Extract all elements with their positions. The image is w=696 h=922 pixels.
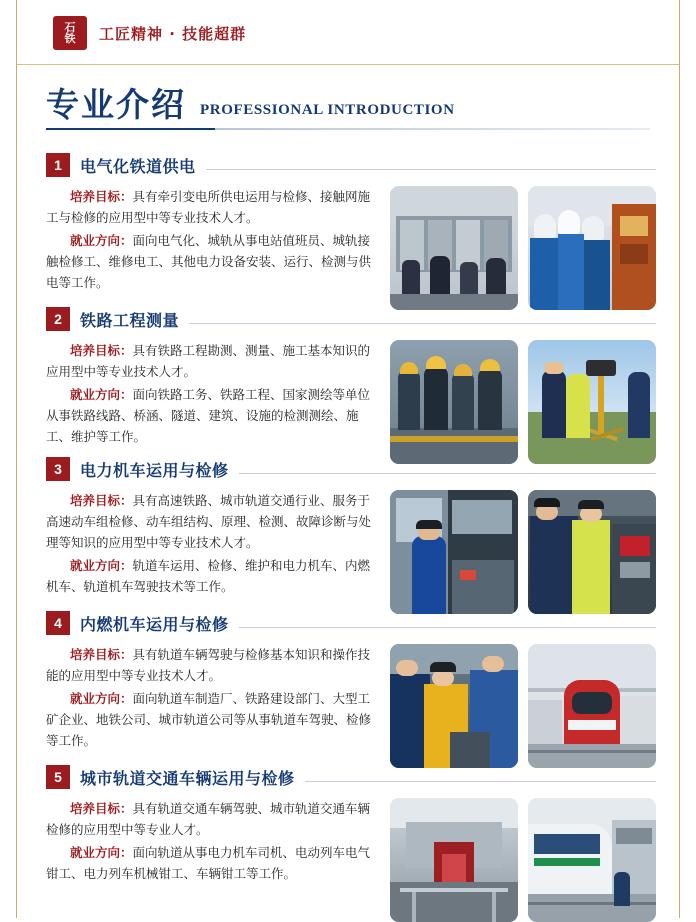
logo-char-1: 石 [64,21,76,34]
program-header-rule [206,169,656,170]
photo-driver-cab-instruction [528,490,656,614]
program-description [46,340,376,464]
job-label: 就业方向： [70,845,133,860]
title-underline [46,128,650,130]
job-text: 面向轨道车制造厂、铁路建设部门、大型工矿企业、地铁公司、城市轨道公司等从事轨道车驾驶、检修等工作。 [46,691,372,748]
program-photos [390,644,656,768]
goal-label: 培养目标： [70,493,133,508]
job-text: 面向轨道从事电力机车司机、电动列车电气钳工、电力列车机械钳工、车辆钳工等工作。 [46,845,371,881]
header-divider [17,64,679,65]
page-title: 专业介绍 [46,85,186,124]
job-label: 就业方向： [70,558,133,573]
job-text: 面向铁路工务、铁路工程、国家测绘等单位从事铁路线路、桥涵、隧道、建筑、设施的检测测绘、施工、维护等工作。 [46,387,371,444]
photo-metro-train-assembly-line [528,798,656,922]
program-number-badge: 3 [46,457,70,481]
program-header [46,306,656,332]
goal-label: 培养目标： [70,343,133,358]
photo-switchgear-inspection [528,186,656,310]
job-label: 就业方向： [70,233,133,248]
program-number-badge: 4 [46,611,70,635]
job-label: 就业方向： [70,691,133,706]
program-description [46,186,376,310]
program-description [46,490,376,614]
program-description [46,644,376,768]
photo-metro-car-underfloor-maintenance [390,798,518,922]
page-border-left [16,0,17,918]
goal-text: 具有高速铁路、城市轨道交通行业、服务于高速动车组检修、动车组结构、原理、检测、故障诊断与处理等知识的应用型中等专业技术人才。 [46,493,372,550]
program-name: 铁路工程测量 [80,310,180,330]
job-text: 轨道车运用、检修、维护和电力机车、内燃机车、轨道机车驾驶技术等工作。 [46,558,371,594]
goal-text: 具有牵引变电所供电运用与检修、接触网施工与检修的应用型中等专业技术人才。 [46,189,371,225]
program-name: 内燃机车运用与检修 [80,614,229,634]
school-logo [53,16,87,50]
program-description [46,798,376,922]
program-header-rule [189,323,656,324]
program-header [46,456,656,482]
program-name: 电力机车运用与检修 [80,460,229,480]
program-block [46,306,656,464]
program-header-rule [305,781,656,782]
photo-total-station-field-survey [528,340,656,464]
header-slogan: 工匠精神 · 技能超群 [99,24,247,43]
job-text: 面向电气化、城轨从事电站值班员、城轨接触检修工、维修电工、其他电力设备安装、运行、检测与供电等工作。 [46,233,372,290]
program-header [46,764,656,790]
job-label: 就业方向： [70,387,133,402]
photo-locomotive-cab-training [390,490,518,614]
program-header-rule [239,473,656,474]
page-title-en: PROFESSIONAL INTRODUCTION [200,102,455,118]
photo-cab-operation-practice [390,644,518,768]
program-header [46,610,656,636]
program-block [46,456,656,614]
program-header-rule [239,627,656,628]
goal-label: 培养目标： [70,189,133,204]
program-number-badge: 5 [46,765,70,789]
program-block [46,764,656,922]
program-photos [390,186,656,310]
program-block [46,610,656,768]
photo-track-survey-team [390,340,518,464]
program-name: 电气化铁道供电 [80,156,196,176]
program-photos [390,490,656,614]
goal-text: 具有轨道车辆驾驶与检修基本知识和操作技能的应用型中等专业技术人才。 [46,647,371,683]
program-number-badge: 2 [46,307,70,331]
logo-char-2: 铁 [64,32,76,45]
photo-locomotive-depot-hall [528,644,656,768]
page-border-right [679,0,680,918]
program-block [46,152,656,310]
page-header [17,0,679,66]
program-photos [390,798,656,922]
goal-label: 培养目标： [70,647,133,662]
program-number-badge: 1 [46,153,70,177]
photo-substation-control-room [390,186,518,310]
program-name: 城市轨道交通车辆运用与检修 [80,768,295,788]
goal-text: 具有轨道交通车辆驾驶、城市轨道交通车辆检修的应用型中等专业人才。 [46,801,371,837]
section-title-block [46,86,650,130]
goal-label: 培养目标： [70,801,133,816]
program-header [46,152,656,178]
goal-text: 具有铁路工程勘测、测量、施工基本知识的应用型中等专业技术人才。 [46,343,371,379]
program-photos [390,340,656,464]
